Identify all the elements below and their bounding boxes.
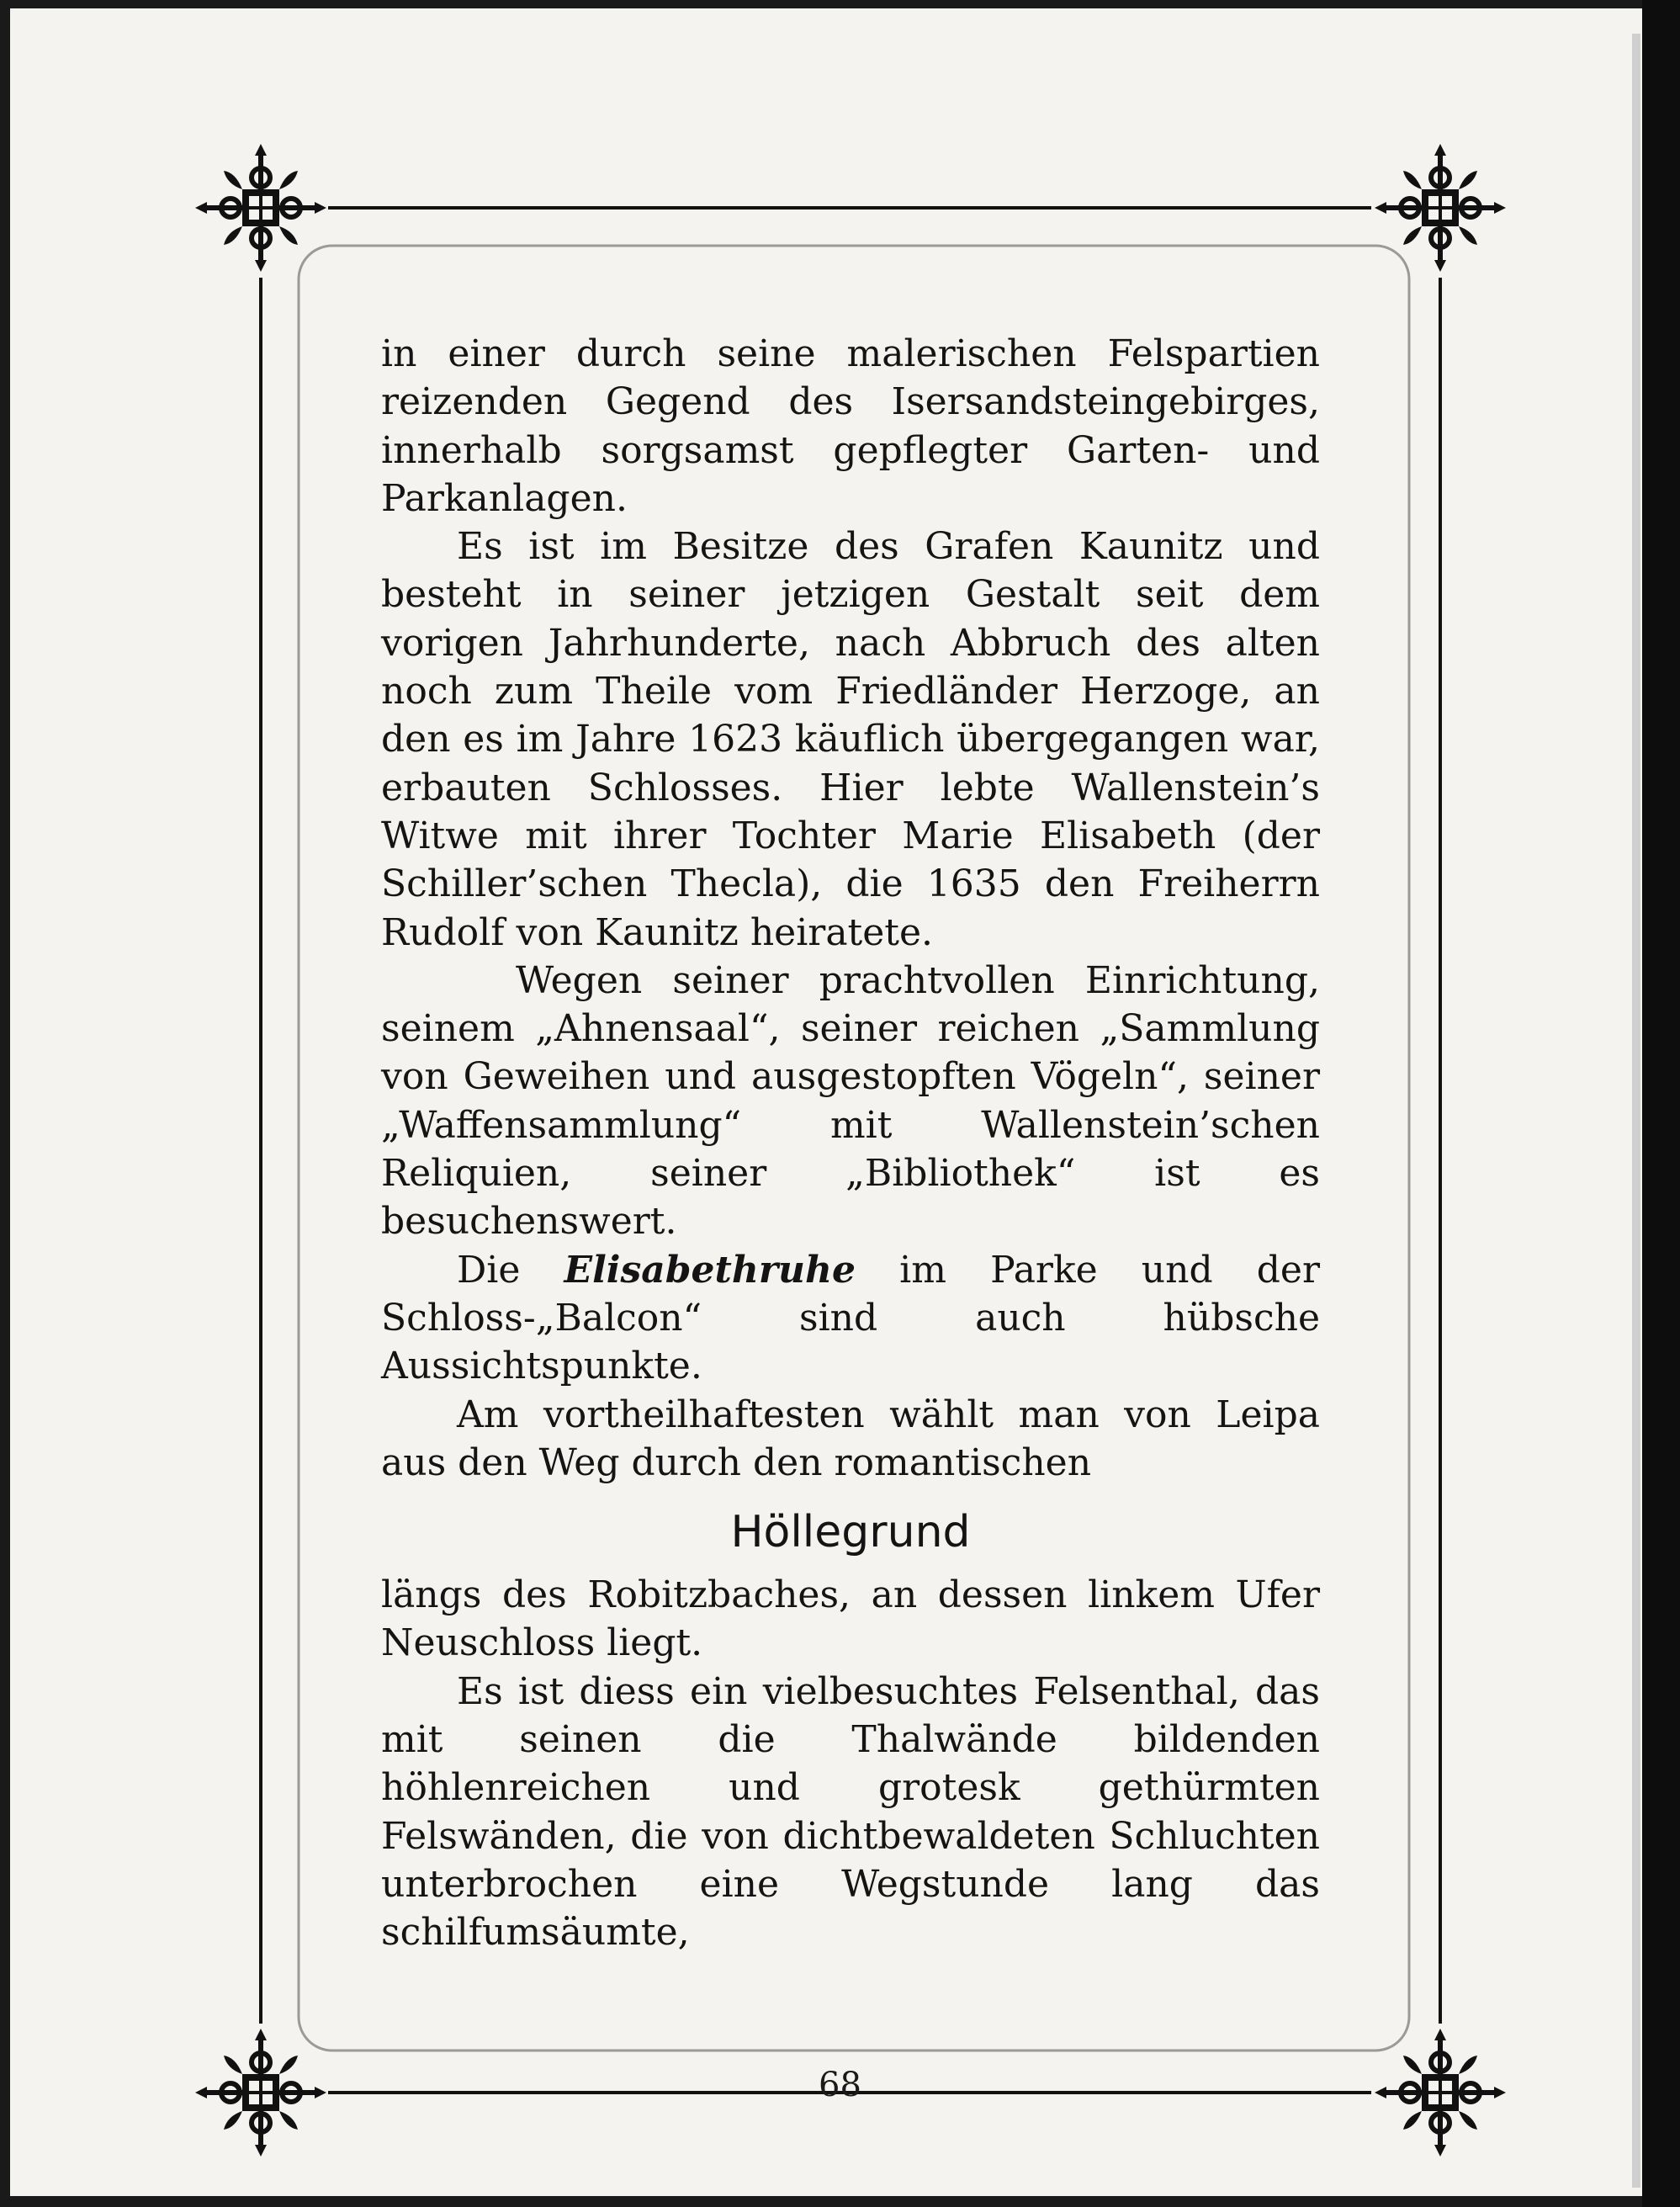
text-span: im Parke und der Schloss-„Balcon“ sind auch hübsche Aussichtspunkte. xyxy=(381,1248,1321,1388)
emphasized-place-name: Elisabethruhe xyxy=(564,1248,856,1292)
corner-ornament-icon xyxy=(195,144,326,272)
section-heading: Höllegrund xyxy=(730,1507,971,1558)
paragraph: längs des Robitzbaches, an dessen linkem Ufer Neuschloss liegt. xyxy=(381,1573,1320,1665)
paragraph: Es ist im Besitze des Grafen Kaunitz und besteht in seiner jetzigen Gestalt seit dem vorigen Jahrhunderte, nach Abbruch des alten noch zum Theile vom Friedländer Herzoge, an den es im Jahre 1623 käuflich übergegangen war, erbauten Schlosses. Hier lebte Wallenstein’s Witwe mit ihrer Tochter Marie Elisabeth (der Schiller’schen Thecla), die 1635 den Freiherrn Rudolf von Kaunitz heiratete. xyxy=(381,525,1320,954)
paragraph: Wegen seiner prachtvollen Einrichtung, seinem „Ahnensaal“, seiner reichen „Sammlung von Geweihen und ausgestopften Vögeln“, seiner „Waffensammlung“ mit Wallenstein’schen Reliquien, seiner „Bibliothek“ ist es besuchenswert. xyxy=(381,958,1320,1244)
paragraph: Es ist diess ein vielbesuchtes Felsenthal, das mit seinen die Thalwände bildenden höhlenreichen und grotesk gethürmten Felswänden, die von dichtbewaldeten Schluchten unterbrochen eine Wegstunde lang das schilfumsäumte, xyxy=(381,1669,1320,1955)
body-text xyxy=(381,330,1320,1957)
paragraph: Am vortheilhaftesten wählt man von Leipa aus den Weg durch den romantischen xyxy=(381,1393,1320,1484)
paragraph: in einer durch seine malerischen Felspartien reizenden Gegend des Isersandsteingebirges, innerhalb sorgsamst gepflegter Garten- und Parkanlagen. xyxy=(381,332,1320,520)
text-span: Die xyxy=(457,1248,564,1292)
paragraph-elisabethruhe xyxy=(381,1246,1320,1391)
page-number: 68 xyxy=(819,2066,861,2104)
